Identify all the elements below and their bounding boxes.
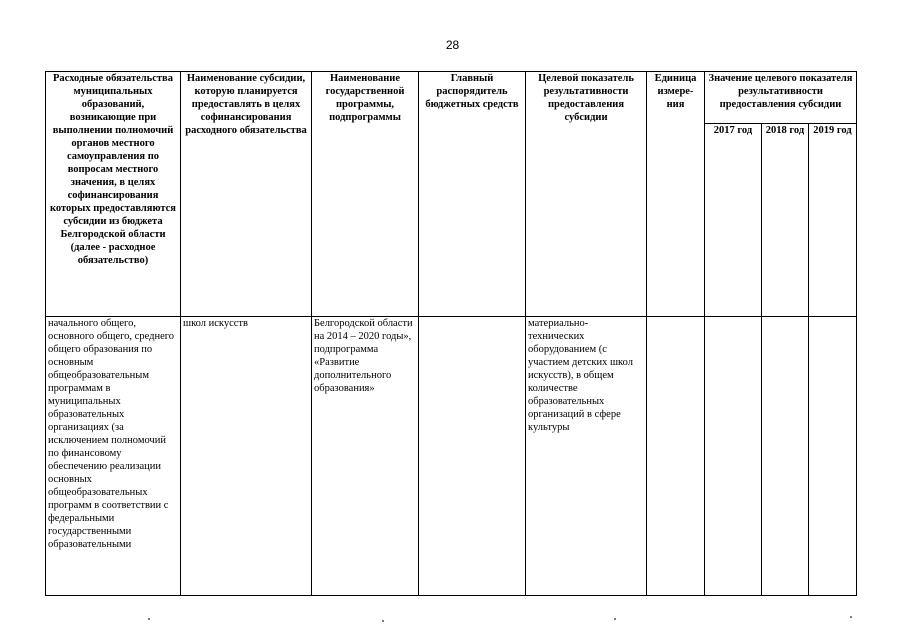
- cell-value-2017: [705, 317, 762, 596]
- header-unit: Единица измере-ния: [647, 72, 705, 317]
- header-state-program: Наименование государственной программы, подпрограммы: [312, 72, 419, 317]
- scan-speck: [382, 620, 384, 622]
- scan-speck: [614, 618, 616, 620]
- header-year-2019: 2019 год: [809, 124, 857, 317]
- header-budget-manager: Главный распорядитель бюджетных средств: [419, 72, 526, 317]
- cell-target-indicator: материально-технических оборудованием (с участием детских школ искусств), в общем количестве образовательных организаций в сфере культуры: [526, 317, 647, 596]
- subsidy-table: [45, 71, 857, 596]
- cell-subsidy-name: школ искусств: [181, 317, 312, 596]
- cell-value-2018: [762, 317, 809, 596]
- scan-speck: [148, 618, 150, 620]
- scan-speck: [850, 616, 852, 618]
- cell-state-program: Белгородской области на 2014 – 2020 годы», подпрограмма «Развитие дополнительного образования»: [312, 317, 419, 596]
- cell-budget-manager: [419, 317, 526, 596]
- cell-value-2019: [809, 317, 857, 596]
- header-year-2017: 2017 год: [705, 124, 762, 317]
- header-target-indicator: Целевой показатель результативности предоставления субсидии: [526, 72, 647, 317]
- cell-expense-obligation: начального общего, основного общего, среднего общего образования по основным общеобразовательным программам в муниципальных образовательных организациях (за исключением полномочий по финансовому обеспечению реализации основных общеобразовательных программ в соответствии с федеральными государственными образовательными: [46, 317, 181, 596]
- page-number: 28: [445, 38, 460, 52]
- header-expense-obligations: Расходные обязательства муниципальных образований, возникающие при выполнении полномочий органов местного самоуправления по вопросам местного значения, в целях софинансирования которых предоставляются субсидии из бюджета Белгородской области (далее - расходное обязательство): [46, 72, 181, 317]
- header-subsidy-name: Наименование субсидии, которую планируется предоставлять в целях софинансирования расходного обязательства: [181, 72, 312, 317]
- header-year-2018: 2018 год: [762, 124, 809, 317]
- cell-unit: [647, 317, 705, 596]
- header-target-value: Значение целевого показателя результативности предоставления субсидии: [705, 72, 857, 124]
